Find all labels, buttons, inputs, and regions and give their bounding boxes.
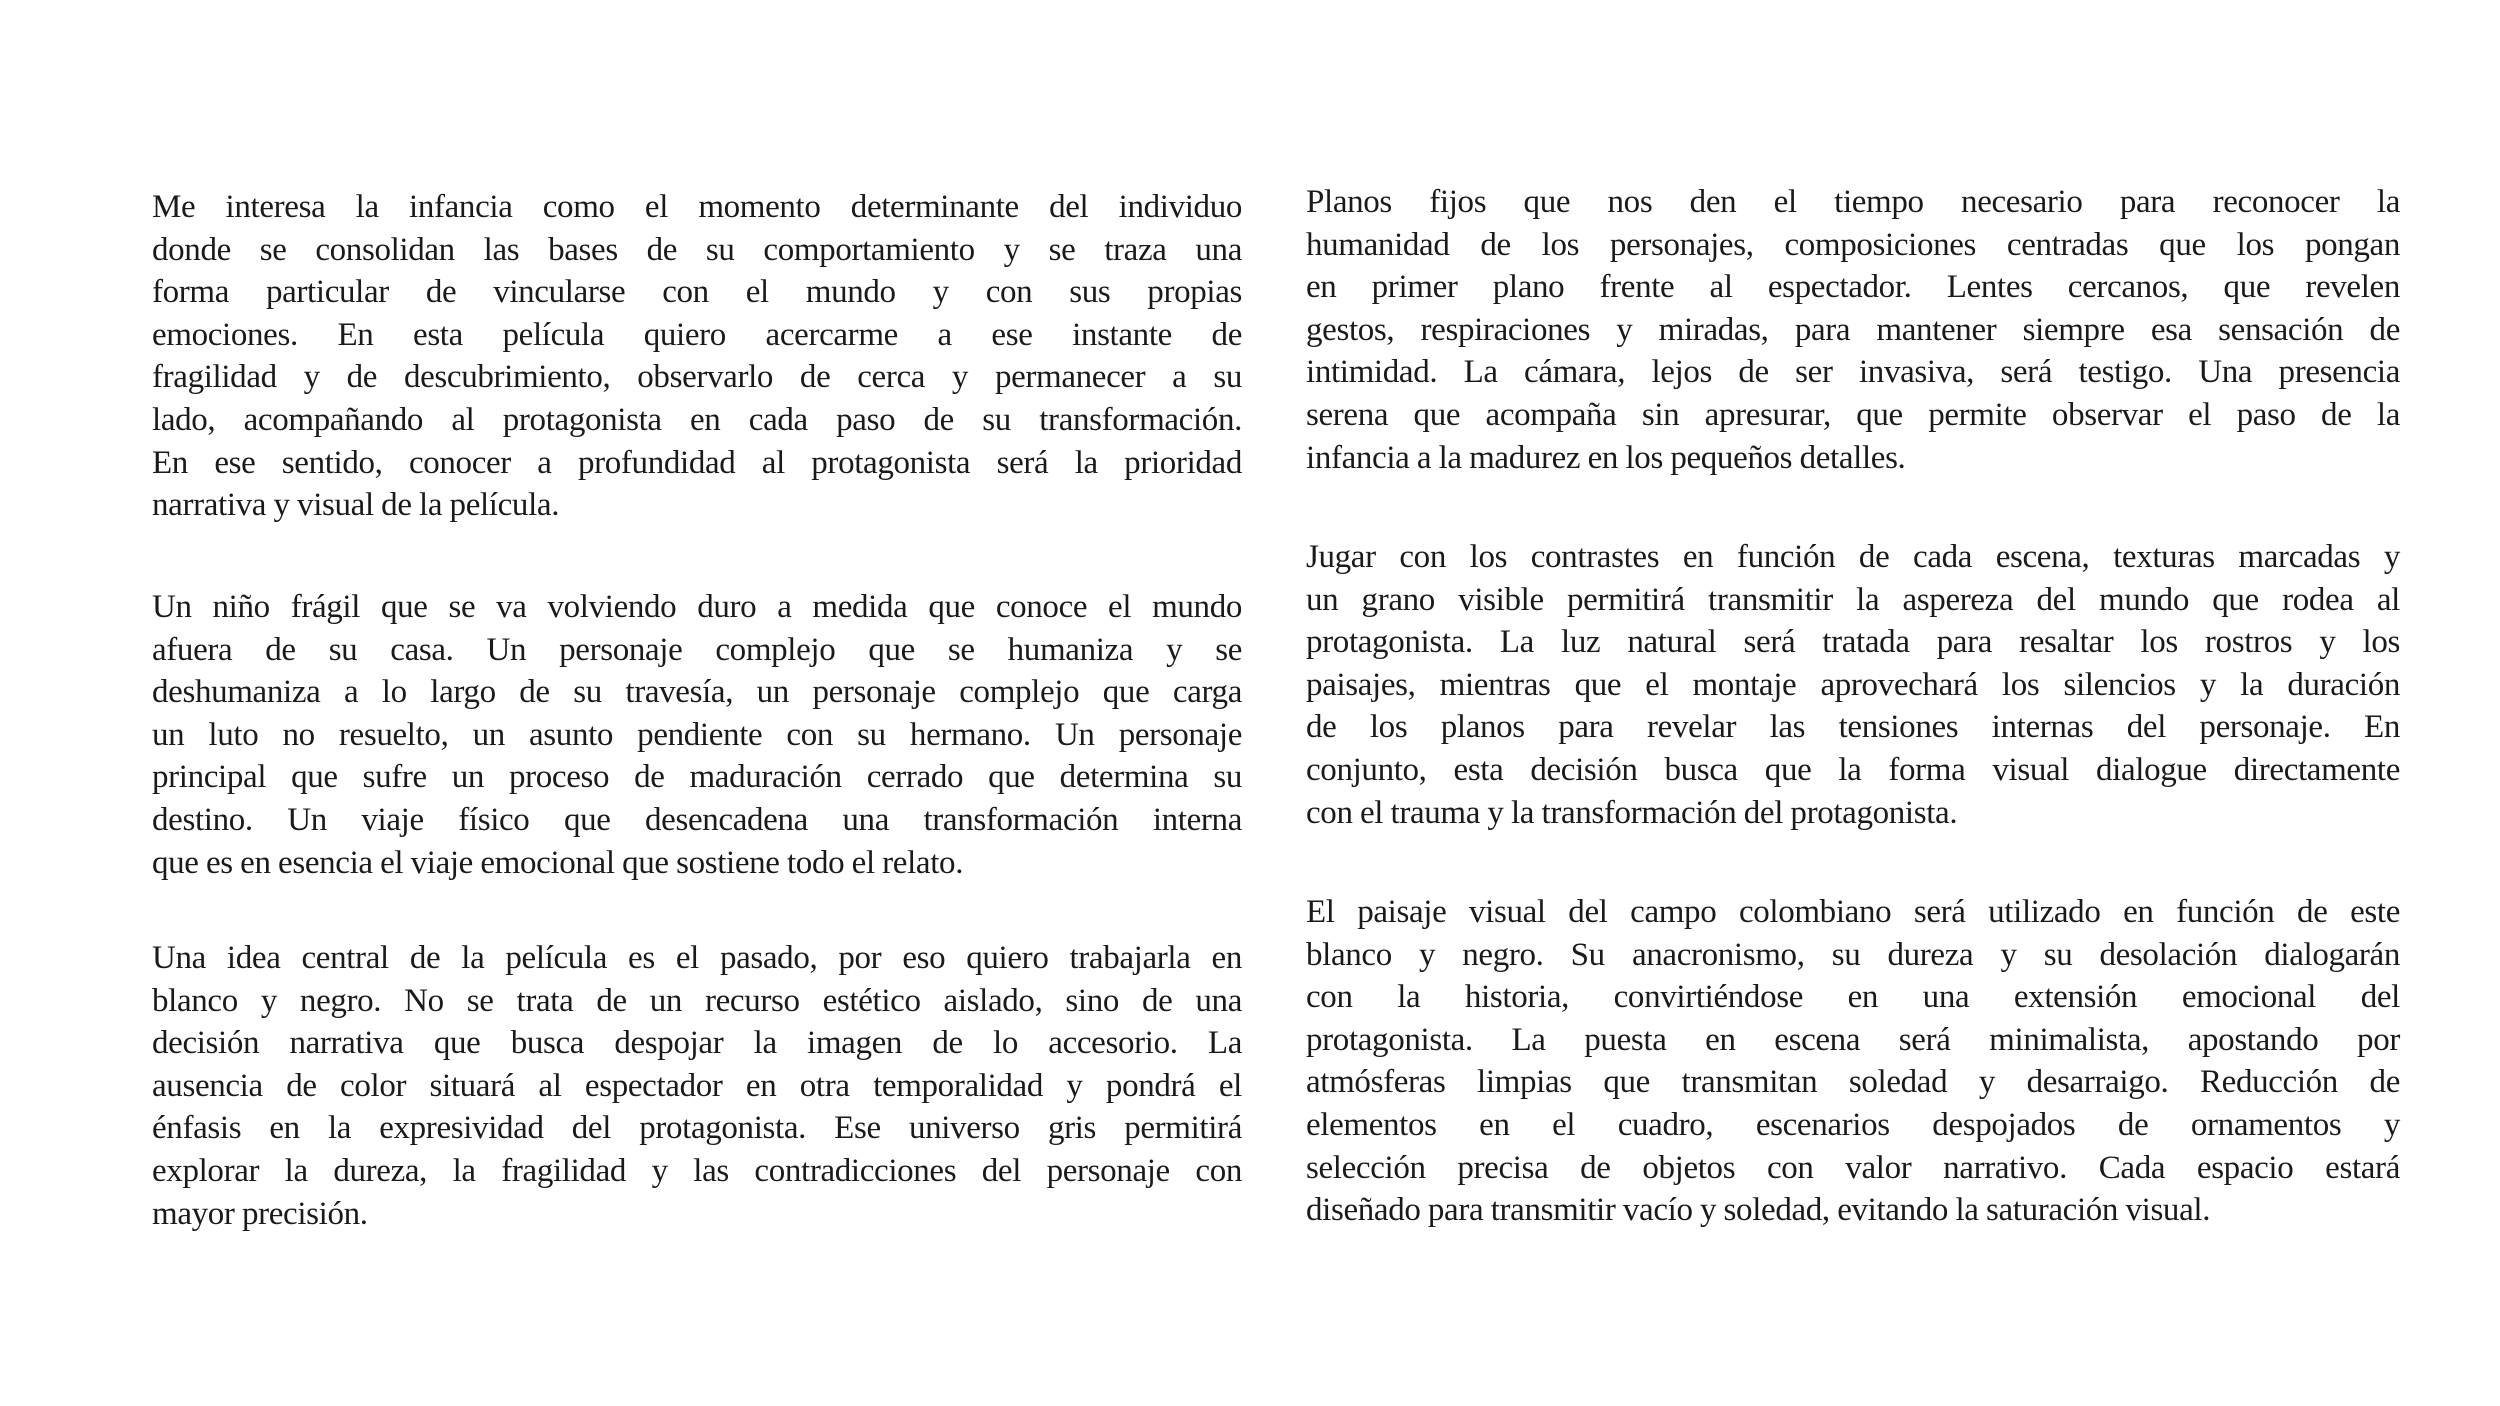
text-line: Jugar con los contrastes en función de cada escena, texturas marcadas y (1306, 539, 2400, 575)
text-line: paisajes, mientras que el montaje aprovechará los silencios y la duración (1306, 666, 2400, 703)
text-line: donde se consolidan las bases de su comportamiento y se traza una (152, 231, 1242, 268)
text-line: blanco y negro. No se trata de un recurso estético aislado, sino de una (152, 982, 1242, 1019)
text-line: destino. Un viaje físico que desencadena una transformación interna (152, 801, 1242, 838)
text-line: Un niño frágil que se va volviendo duro a medida que conoce el mundo (152, 589, 1242, 625)
text-line: infancia a la madurez en los pequeños detalles. (1306, 439, 1906, 476)
text-line: mayor precisión. (152, 1195, 368, 1232)
text-line: con el trauma y la transformación del protagonista. (1306, 794, 1958, 831)
text-line: blanco y negro. Su anacronismo, su dureza y su desolación dialogarán (1306, 936, 2400, 973)
text-line: intimidad. La cámara, lejos de ser invasiva, será testigo. Una presencia (1306, 354, 2400, 391)
text-line: lado, acompañando al protagonista en cada paso de su transformación. (152, 401, 1242, 438)
text-line: emociones. En esta película quiero acercarme a ese instante de (152, 316, 1242, 353)
text-line: afuera de su casa. Un personaje complejo que se humaniza y se (152, 631, 1242, 668)
text-line: diseñado para transmitir vacío y soledad, evitando la saturación visual. (1306, 1192, 2211, 1229)
text-line: elementos en el cuadro, escenarios despojados de ornamentos y (1306, 1106, 2400, 1143)
text-line: forma particular de vincularse con el mundo y con sus propias (152, 274, 1242, 311)
text-line: protagonista. La puesta en escena será minimalista, apostando por (1306, 1021, 2400, 1058)
text-line: un grano visible permitirá transmitir la aspereza del mundo que rodea al (1306, 581, 2400, 618)
text-line: principal que sufre un proceso de maduración cerrado que determina su (152, 759, 1242, 796)
text-line: fragilidad y de descubrimiento, observarlo de cerca y permanecer a su (152, 359, 1242, 396)
text-line: explorar la dureza, la fragilidad y las contradicciones del personaje con (152, 1152, 1242, 1189)
text-line: de los planos para revelar las tensiones internas del personaje. En (1306, 709, 2400, 746)
paragraph-landscape (1306, 891, 2400, 1232)
text-line: con la historia, convirtiéndose en una extensión emocional del (1306, 979, 2400, 1016)
text-line: en primer plano frente al espectador. Lentes cercanos, que revelen (1306, 269, 2400, 306)
text-line: conjunto, esta decisión busca que la forma visual dialogue directamente (1306, 751, 2400, 788)
text-line: un luto no resuelto, un asunto pendiente con su hermano. Un personaje (152, 716, 1242, 753)
text-line: deshumaniza a lo largo de su travesía, un personaje complejo que carga (152, 674, 1242, 711)
text-line: ausencia de color situará al espectador en otra temporalidad y pondrá el (152, 1067, 1242, 1104)
text-line: protagonista. La luz natural será tratada para resaltar los rostros y los (1306, 624, 2400, 661)
paragraph-contrast (1306, 536, 2400, 834)
paragraph-childhood (152, 186, 1242, 527)
text-line: Me interesa la infancia como el momento determinante del individuo (152, 189, 1242, 225)
paragraph-character (152, 586, 1242, 884)
text-line: humanidad de los personajes, composiciones centradas que los pongan (1306, 226, 2400, 263)
text-line: Una idea central de la película es el pasado, por eso quiero trabajarla en (152, 940, 1242, 976)
paragraph-black-and-white (152, 937, 1242, 1235)
text-line: énfasis en la expresividad del protagonista. Ese universo gris permitirá (152, 1110, 1242, 1147)
text-line: gestos, respiraciones y miradas, para mantener siempre esa sensación de (1306, 311, 2400, 348)
paragraph-framing (1306, 181, 2400, 479)
text-line: En ese sentido, conocer a profundidad al protagonista será la prioridad (152, 444, 1242, 481)
text-line: que es en esencia el viaje emocional que sostiene todo el relato. (152, 844, 964, 881)
text-line: narrativa y visual de la película. (152, 487, 560, 524)
text-line: atmósferas limpias que transmitan soledad y desarraigo. Reducción de (1306, 1064, 2400, 1101)
text-line: serena que acompaña sin apresurar, que permite observar el paso de la (1306, 396, 2400, 433)
text-line: Planos fijos que nos den el tiempo necesario para reconocer la (1306, 184, 2400, 220)
text-line: selección precisa de objetos con valor narrativo. Cada espacio estará (1306, 1149, 2400, 1186)
text-line: decisión narrativa que busca despojar la imagen de lo accesorio. La (152, 1025, 1242, 1062)
text-line: El paisaje visual del campo colombiano será utilizado en función de este (1306, 894, 2400, 930)
